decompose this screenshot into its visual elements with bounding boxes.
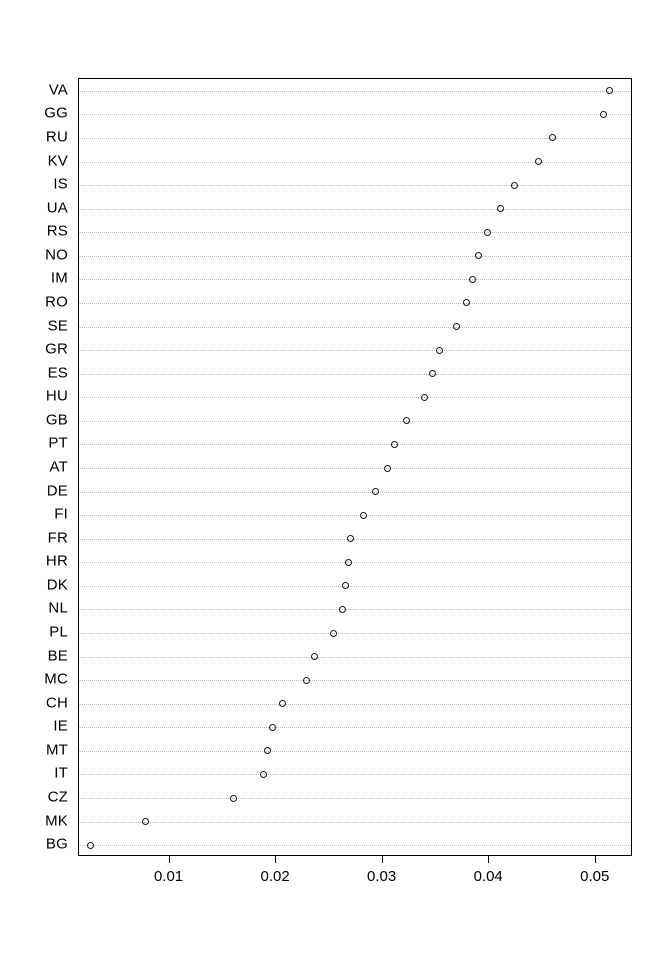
data-point [421,394,428,401]
gridline [79,586,631,587]
y-axis-tick-label: MK [45,812,68,830]
data-point [303,677,310,684]
y-axis-tick-label: IT [54,764,68,782]
gridline [79,279,631,280]
gridline [79,444,631,445]
x-axis-tick-label: 0.04 [473,868,503,885]
x-axis-tick-mark [275,856,276,863]
gridline [79,209,631,210]
plot-area [78,78,632,856]
x-axis-tick-label: 0.02 [260,868,290,885]
y-axis-tick-label: UA [46,199,68,217]
y-axis-tick-label: RO [45,293,68,311]
y-axis-tick-label: VA [48,81,68,99]
gridline [79,633,631,634]
gridline [79,327,631,328]
y-axis-tick-label: GG [44,104,68,122]
x-axis [78,856,632,916]
data-point [511,182,518,189]
y-axis-tick-label: GR [45,340,68,358]
gridline [79,232,631,233]
y-axis-tick-label: HR [45,552,68,570]
x-axis-tick-mark [382,856,383,863]
data-point [606,87,613,94]
gridline [79,845,631,846]
y-axis-tick-label: KV [47,152,68,169]
data-point [142,818,149,825]
data-point [260,771,267,778]
y-axis-tick-label: HU [45,387,68,405]
gridline [79,704,631,705]
data-point [339,606,346,613]
data-point [347,535,354,542]
data-point [372,488,379,495]
y-axis-tick-label: MC [44,670,68,688]
x-axis-tick-label: 0.03 [367,868,397,885]
x-axis-tick-label: 0.05 [580,868,610,885]
data-point [384,465,391,472]
data-point [345,559,352,566]
data-point [264,747,271,754]
data-point [87,842,94,849]
data-point [269,724,276,731]
data-point [311,653,318,660]
data-point [403,417,410,424]
gridline [79,751,631,752]
y-axis-tick-label: FR [47,529,68,547]
data-point [497,205,504,212]
y-axis-tick-label: CH [45,694,68,712]
gridline [79,397,631,398]
gridline [79,421,631,422]
gridline [79,727,631,728]
data-point [535,158,542,165]
y-axis-tick-label: NO [45,246,68,264]
data-point [279,700,286,707]
gridline [79,91,631,92]
y-axis-tick-label: IE [53,717,68,735]
data-point [436,347,443,354]
data-point [463,299,470,306]
y-axis-tick-label: IM [50,269,68,287]
gridline [79,256,631,257]
y-axis-tick-label: ES [47,364,68,382]
data-point [360,512,367,519]
y-axis-tick-label: MT [45,741,68,759]
gridline [79,515,631,516]
y-axis-category-labels [0,78,68,856]
gridline [79,539,631,540]
data-point [600,111,607,118]
gridline [79,609,631,610]
data-point [342,582,349,589]
gridline [79,114,631,115]
gridline [79,562,631,563]
gridline [79,350,631,351]
data-point [391,441,398,448]
data-point [469,276,476,283]
x-axis-tick-mark [595,856,596,863]
gridline [79,162,631,163]
y-axis-tick-label: IS [53,175,68,193]
gridline [79,468,631,469]
gridline [79,822,631,823]
data-point [230,795,237,802]
gridline [79,185,631,186]
x-axis-tick-mark [169,856,170,863]
plot-inner [79,79,631,855]
y-axis-tick-label: CZ [47,788,68,806]
gridline [79,774,631,775]
y-axis-tick-label: PT [48,434,68,452]
y-axis-tick-label: NL [48,599,68,617]
data-point [453,323,460,330]
data-point [484,229,491,236]
gridline [79,657,631,658]
data-point [330,630,337,637]
y-axis-tick-label: RU [45,128,68,146]
y-axis-tick-label: DE [46,482,68,500]
gridline [79,798,631,799]
y-axis-tick-label: SE [47,317,68,335]
x-axis-tick-label: 0.01 [153,868,184,885]
data-point [549,134,556,141]
gridline [79,680,631,681]
data-point [475,252,482,259]
gridline [79,303,631,304]
gridline [79,374,631,375]
y-axis-tick-label: BE [47,647,68,665]
y-axis-tick-label: GB [45,411,68,429]
y-axis-tick-label: PL [49,623,68,641]
y-axis-tick-label: DK [46,576,68,594]
y-axis-tick-label: RS [46,222,68,240]
data-point [429,370,436,377]
y-axis-tick-label: FI [54,505,68,523]
y-axis-tick-label: BG [45,835,68,853]
y-axis-tick-label: AT [49,458,68,476]
gridline [79,492,631,493]
x-axis-tick-mark [488,856,489,863]
